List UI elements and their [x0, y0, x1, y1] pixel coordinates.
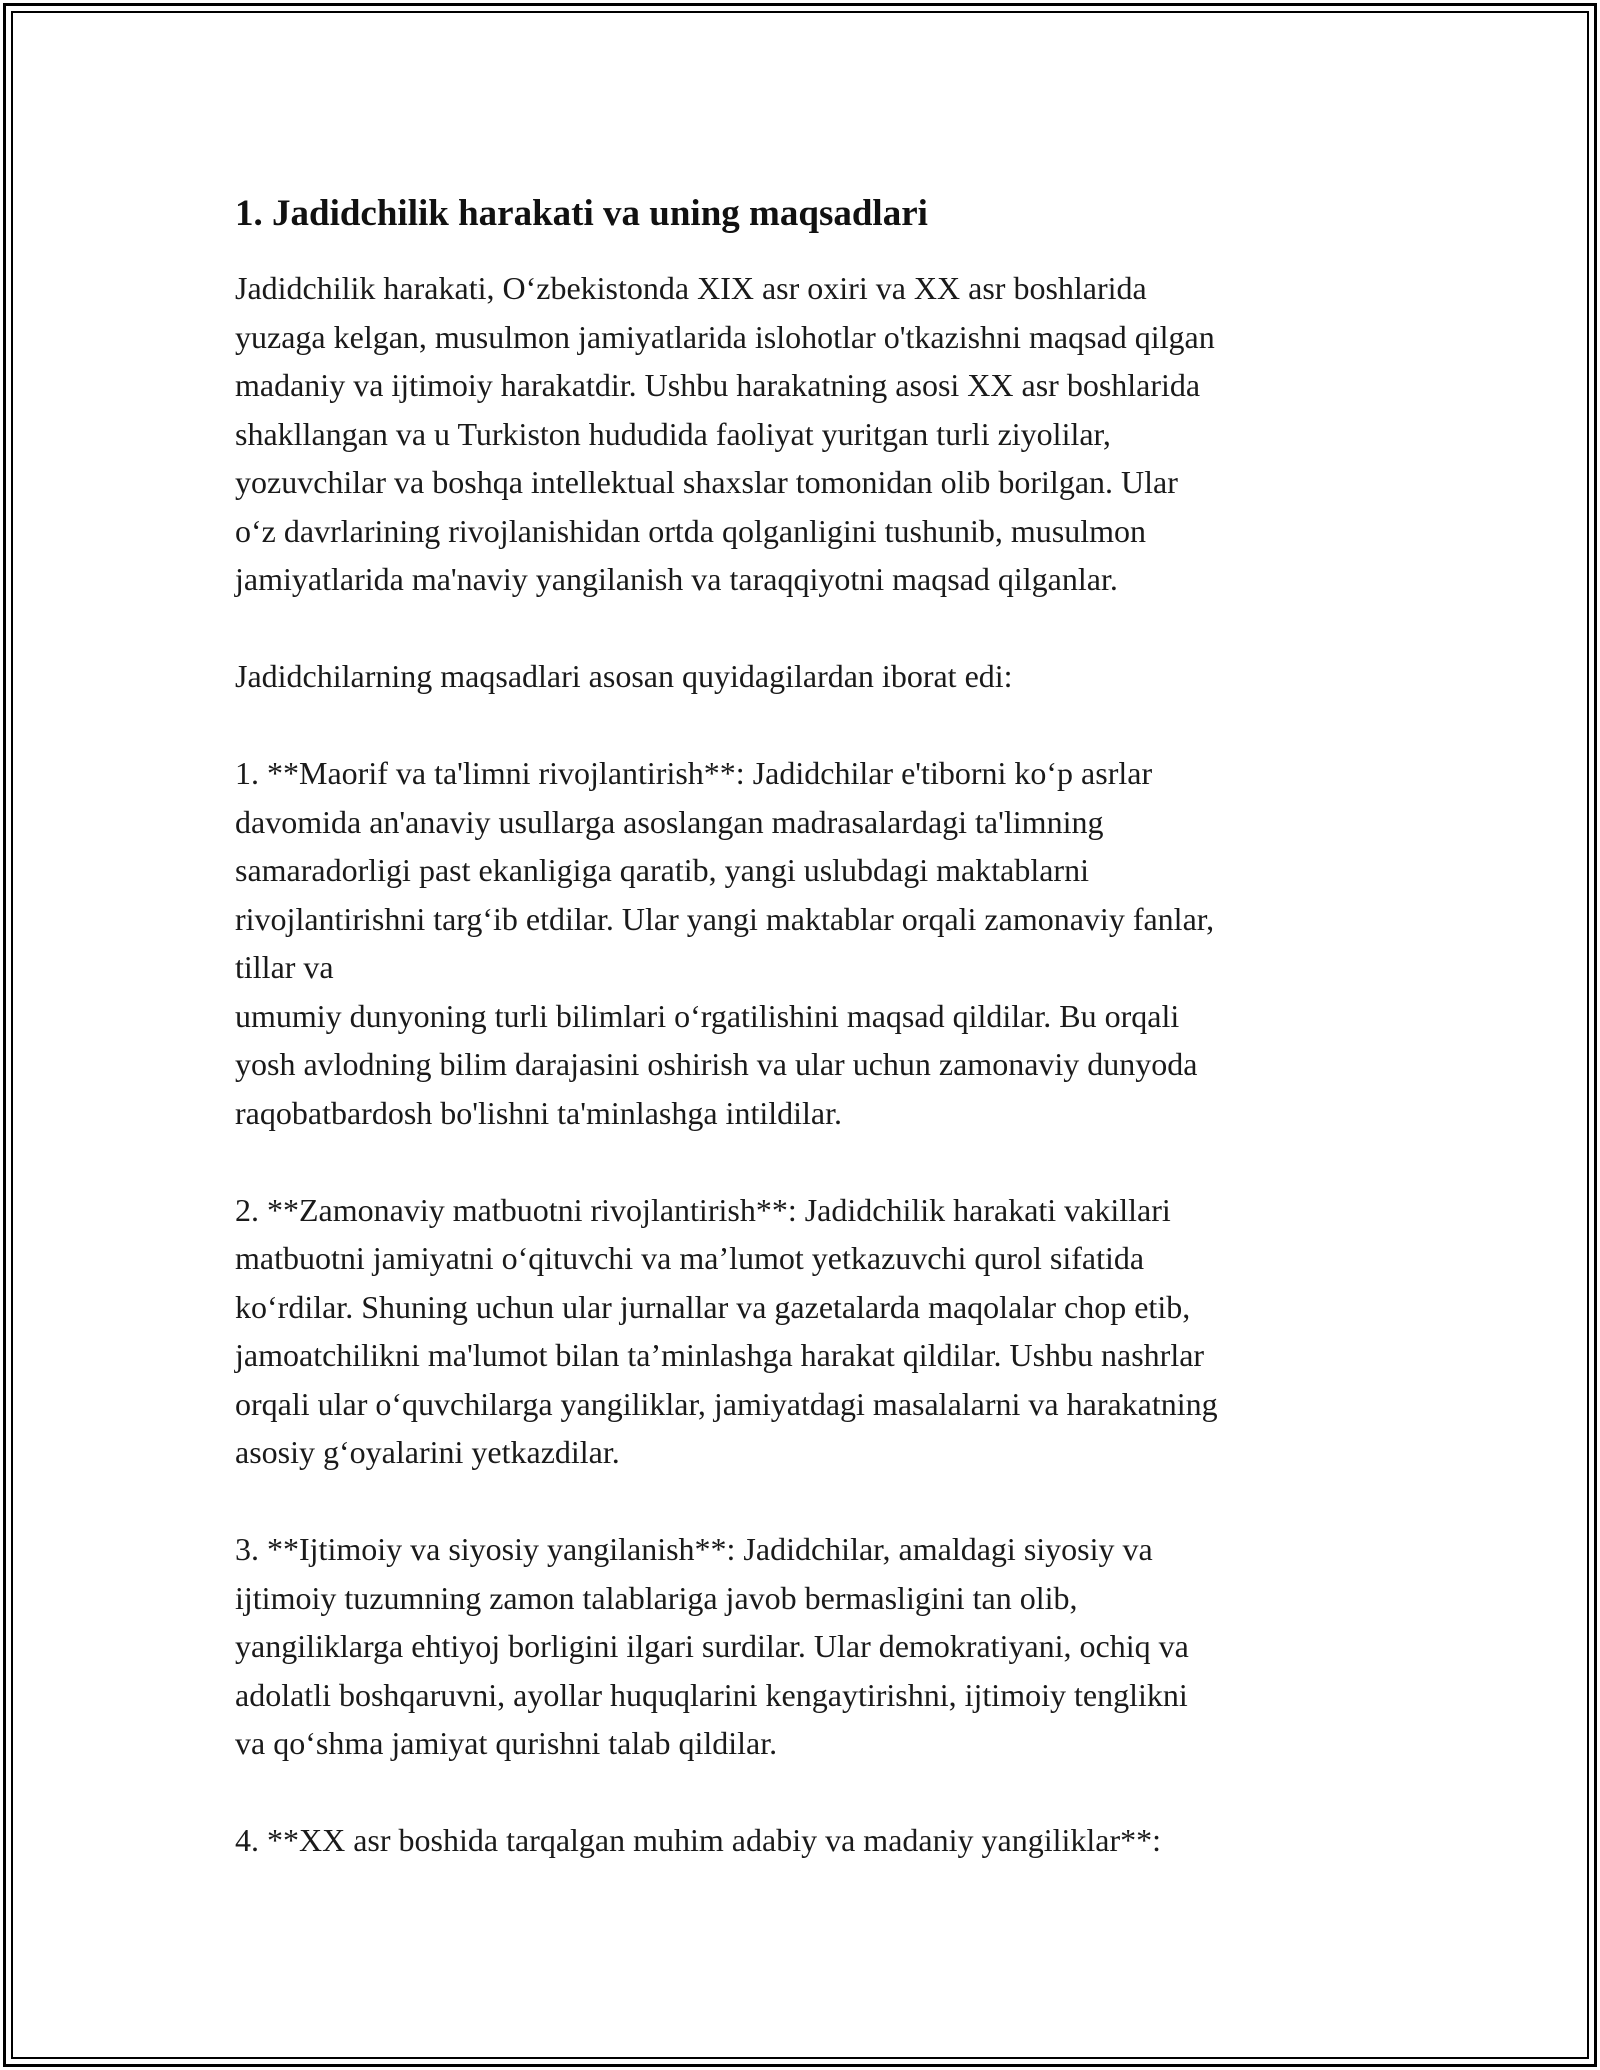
paragraph-goal-culture: 4. **XX asr boshida tarqalgan muhim adabiy va madaniy yangiliklar**:: [235, 1822, 1161, 1858]
paragraph-goal-press: 2. **Zamonaviy matbuotni rivojlantirish**: Jadidchilik harakati vakillari matbuotni jamiyatni o‘qituvchi va ma’lumot yetkazuvchi qurol sifatida ko‘rdilar. Shuning uchun ular jurnallar va gazetalarda maqolalar chop etib, jamoatchilikni ma'lumot bilan ta’minlashga harakat qildilar. Ushbu nashrlar orqali ular o‘quvchilarga yangiliklar, jamiyatdagi masalalarni va harakatning asosiy g‘oyalarini yetkazdilar.: [235, 1191, 1218, 1470]
paragraph-goals-lead: Jadidchilarning maqsadlari asosan quyidagilardan iborat edi:: [235, 658, 1013, 694]
document-title: 1. Jadidchilik harakati va uning maqsadlari: [235, 193, 928, 234]
paragraph-gap: [235, 1768, 1405, 1817]
paragraph-gap: [235, 1137, 1405, 1186]
paragraph-gap: [235, 604, 1405, 653]
paragraph-goal-education: 1. **Maorif va ta'limni rivojlantirish**: Jadidchilar e'tiborni ko‘p asrlar davomida an'anaviy usullarga asoslangan madrasalardagi ta'limning samaradorligi past ekanligiga qaratib, yangi uslubdagi maktablarni rivojlantirishni targ‘ib etdilar. Ular yangi maktablar orqali zamonaviy fanlar, tillar va umumiy dunyoning turli bilimlari o‘rgatilishini maqsad qildilar. Bu orqali yosh avlodning bilim darajasini oshirish va ular uchun zamonaviy dunyoda raqobatbardosh bo'lishni ta'minlashga intildilar.: [235, 755, 1215, 1131]
paragraph-gap: [235, 701, 1405, 750]
paragraph-gap: [235, 1477, 1405, 1526]
paragraph-intro: Jadidchilik harakati, O‘zbekistonda XIX asr oxiri va XX asr boshlarida yuzaga kelgan, musulmon jamiyatlarida islohotlar o'tkazishni maqsad qilgan madaniy va ijtimoiy harakatdir. Ushbu harakatning asosi XX asr boshlarida shakllangan va u Turkiston hududida faoliyat yuritgan turli ziyolilar, yozuvchilar va boshqa intellektual shaxslar tomonidan olib borilgan. Ular o‘z davrlarining rivojlanishidan ortda qolganligini tushunib, musulmon jamiyatlarida ma'naviy yangilanish va taraqqiyotni maqsad qilganlar.: [235, 270, 1215, 597]
document-body: [235, 188, 1405, 1865]
paragraph-goal-social: 3. **Ijtimoiy va siyosiy yangilanish**: Jadidchilar, amaldagi siyosiy va ijtimoiy tuzumning zamon talablariga javob bermasligini tan olib, yangiliklarga ehtiyoj borligini ilgari surdilar. Ular demokratiyani, ochiq va adolatli boshqaruvni, ayollar huquqlarini kengaytirishni, ijtimoiy tenglikni va qo‘shma jamiyat qurishni talab qildilar.: [235, 1531, 1189, 1761]
